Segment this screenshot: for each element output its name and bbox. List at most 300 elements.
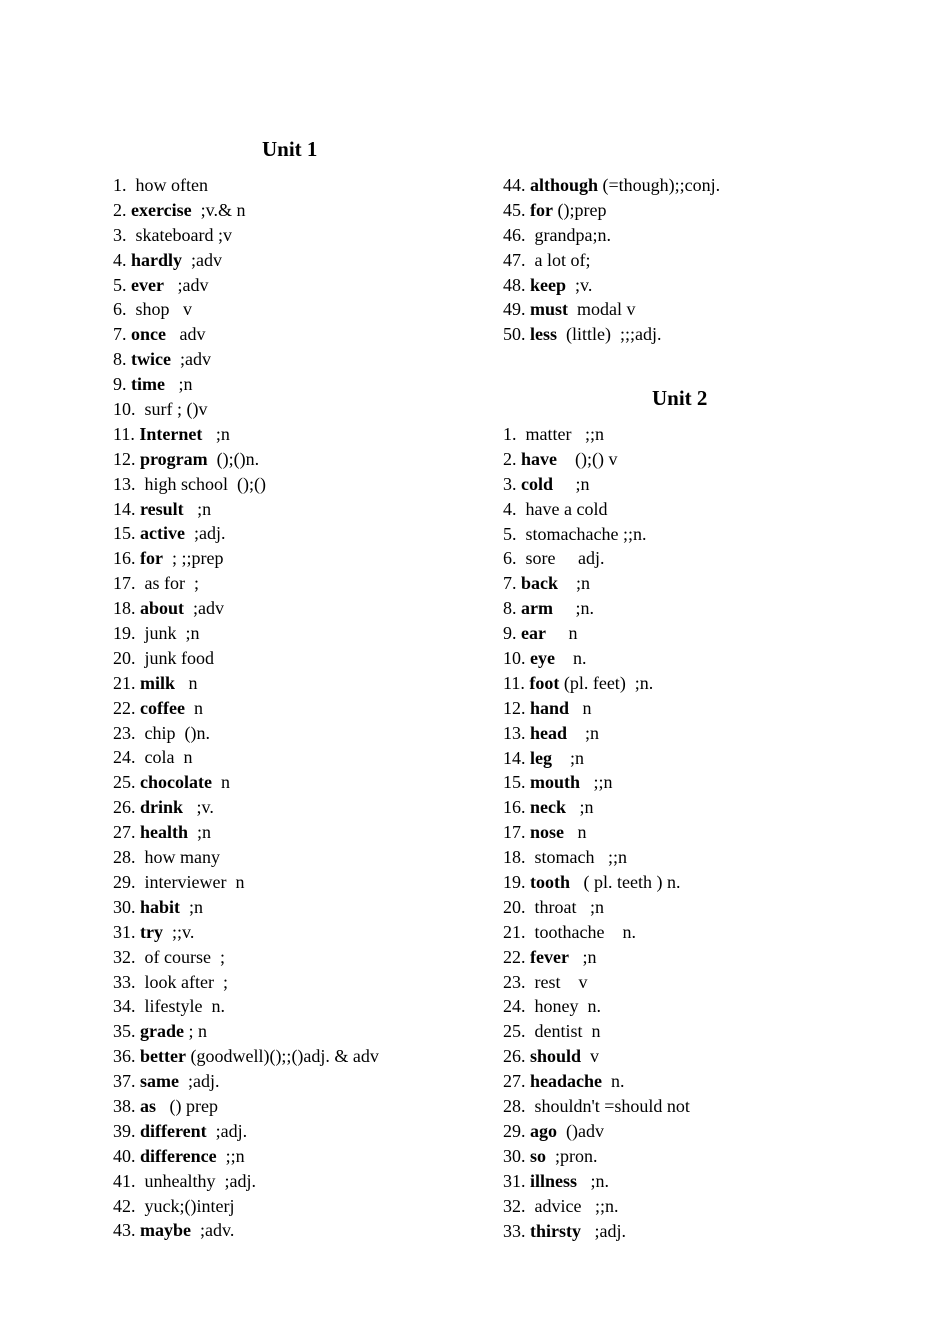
- vocab-entry: [113, 1144, 379, 1169]
- entry-number: 48.: [503, 274, 526, 295]
- entry-headword: so: [530, 1145, 547, 1166]
- entry-headword: foot: [529, 672, 560, 693]
- entry-definition: stomachache ;;n.: [521, 523, 647, 544]
- entry-number: 6.: [503, 548, 517, 569]
- entry-headword: once: [131, 324, 166, 345]
- entry-definition: interviewer n: [140, 871, 245, 892]
- entry-number: 11.: [503, 672, 525, 693]
- entry-number: 45.: [503, 199, 526, 220]
- entry-definition: ;adv: [163, 274, 209, 295]
- vocab-entry: [113, 770, 379, 795]
- vocab-entry: [503, 795, 690, 820]
- vocab-entry: [503, 621, 690, 646]
- vocab-entry: [503, 1044, 690, 1069]
- entry-headword: chocolate: [140, 772, 212, 793]
- entry-definition: unhealthy ;adj.: [140, 1170, 256, 1191]
- vocab-entry: [503, 1119, 690, 1144]
- vocab-entry: [503, 1144, 690, 1169]
- entry-definition: ;n: [553, 473, 590, 494]
- vocab-entry: [113, 422, 379, 447]
- entry-number: 20.: [503, 896, 526, 917]
- entry-headword: mouth: [530, 772, 581, 793]
- entry-number: 47.: [503, 249, 526, 270]
- vocab-entry: [113, 248, 379, 273]
- entry-number: 10.: [503, 648, 526, 669]
- entry-definition: n: [569, 697, 592, 718]
- entry-definition: yuck;()interj: [140, 1195, 235, 1216]
- entry-number: 26.: [113, 797, 136, 818]
- entry-definition: have a cold: [521, 498, 608, 519]
- entry-definition: throat ;n: [530, 896, 604, 917]
- entry-number: 19.: [503, 872, 526, 893]
- vocab-entry: [503, 1194, 690, 1219]
- entry-number: 13.: [113, 473, 136, 494]
- vocab-entry: [113, 1094, 379, 1119]
- entry-definition: n: [184, 697, 203, 718]
- entry-headword: difference: [140, 1145, 217, 1166]
- entry-number: 8.: [503, 598, 517, 619]
- entry-definition: ;adj.: [179, 1071, 220, 1092]
- entry-number: 5.: [113, 274, 127, 295]
- vocab-entry: [113, 447, 379, 472]
- entry-definition: ;n: [164, 374, 193, 395]
- entry-definition: sore adj.: [521, 548, 605, 569]
- entry-headword: try: [140, 921, 163, 942]
- entry-definition: a lot of;: [530, 249, 591, 270]
- entry-number: 9.: [113, 374, 127, 395]
- entry-definition: n: [175, 672, 198, 693]
- entry-number: 1.: [503, 424, 517, 444]
- entry-headword: ever: [131, 274, 164, 295]
- entry-headword: result: [140, 498, 184, 519]
- entry-number: 2.: [113, 199, 127, 220]
- entry-definition: ;v.& n: [191, 199, 246, 220]
- entry-definition: grandpa;n.: [530, 224, 611, 245]
- entry-headword: have: [521, 448, 557, 469]
- entry-headword: as: [140, 1095, 157, 1116]
- entry-definition: n.: [554, 648, 587, 669]
- entry-number: 38.: [113, 1095, 136, 1116]
- vocab-entry: [113, 1119, 379, 1144]
- entry-number: 6.: [113, 299, 127, 320]
- entry-number: 34.: [113, 996, 136, 1017]
- vocab-entry: [113, 521, 379, 546]
- entry-definition: ;n: [566, 797, 594, 818]
- entry-definition: dentist n: [530, 1021, 601, 1042]
- entry-number: 23.: [503, 971, 526, 992]
- vocab-entry: [503, 845, 690, 870]
- vocab-entry: [113, 397, 379, 422]
- entry-definition: rest v: [530, 971, 588, 992]
- entry-definition: (little) ;;;adj.: [557, 324, 662, 345]
- entry-number: 12.: [113, 448, 136, 469]
- vocab-entry: [503, 248, 720, 273]
- entry-headword: program: [140, 448, 208, 469]
- vocab-entry: [113, 621, 379, 646]
- entry-definition: ()adv: [557, 1120, 604, 1141]
- vocab-entry: [113, 1218, 379, 1243]
- entry-number: 32.: [503, 1195, 526, 1216]
- entry-number: 7.: [113, 324, 127, 345]
- entry-definition: ;n: [567, 722, 600, 743]
- entry-headword: habit: [140, 896, 181, 917]
- entry-headword: twice: [131, 349, 171, 370]
- entry-headword: drink: [140, 797, 184, 818]
- entry-number: 15.: [503, 772, 526, 793]
- entry-headword: time: [131, 374, 165, 395]
- vocab-entry: [113, 970, 379, 995]
- entry-definition: shouldn't =should not: [530, 1096, 690, 1117]
- vocab-entry: [503, 870, 690, 895]
- entry-definition: skateboard ;v: [131, 224, 232, 245]
- vocab-entry: [503, 646, 690, 671]
- entry-number: 18.: [113, 598, 136, 619]
- vocab-entry: [503, 297, 720, 322]
- vocab-entry: [113, 920, 379, 945]
- entry-number: 21.: [113, 672, 136, 693]
- entry-definition: n: [545, 623, 578, 644]
- entry-headword: keep: [530, 274, 566, 295]
- vocab-entry: [503, 895, 690, 920]
- vocab-entry: [113, 546, 379, 571]
- entry-headword: active: [140, 523, 185, 544]
- entry-definition: junk food: [140, 647, 214, 668]
- vocab-entry: [113, 472, 379, 497]
- entry-headword: about: [140, 598, 185, 619]
- entry-definition: as for ;: [140, 573, 199, 594]
- unit1-vocab-list-continued: [503, 173, 720, 347]
- vocab-entry: [503, 994, 690, 1019]
- vocab-entry: [113, 845, 379, 870]
- entry-definition: high school ();(): [140, 473, 266, 494]
- vocab-entry: [503, 571, 690, 596]
- vocab-entry: [503, 273, 720, 298]
- entry-definition: ;n: [558, 573, 591, 594]
- entry-definition: ;adv: [184, 598, 225, 619]
- entry-number: 16.: [503, 797, 526, 818]
- entry-headword: should: [530, 1046, 582, 1067]
- entry-number: 10.: [113, 399, 136, 420]
- entry-number: 28.: [503, 1096, 526, 1117]
- entry-number: 46.: [503, 224, 526, 245]
- entry-definition: ();()n.: [207, 448, 260, 469]
- vocab-entry: [503, 497, 690, 522]
- entry-definition: advice ;;n.: [530, 1195, 619, 1216]
- entry-number: 24.: [113, 747, 136, 768]
- entry-number: 13.: [503, 722, 526, 743]
- entry-number: 22.: [503, 946, 526, 967]
- entry-definition: ;n: [568, 946, 597, 967]
- vocab-entry: [113, 273, 379, 298]
- entry-number: 35.: [113, 1021, 136, 1042]
- vocab-entry: [113, 1069, 379, 1094]
- entry-definition: ; ;;prep: [162, 548, 224, 569]
- vocab-entry: [113, 497, 379, 522]
- entry-number: 14.: [113, 498, 136, 519]
- entry-definition: ;;n: [580, 772, 613, 793]
- entry-definition: chip ()n.: [140, 722, 210, 743]
- entry-number: 16.: [113, 548, 136, 569]
- entry-definition: shop v: [131, 299, 193, 320]
- entry-number: 4.: [113, 249, 127, 270]
- unit1-title: Unit 1: [262, 137, 318, 161]
- entry-number: 27.: [113, 822, 136, 843]
- entry-number: 3.: [113, 224, 127, 245]
- entry-definition: n: [211, 772, 230, 793]
- vocab-entry: [503, 522, 690, 547]
- entry-headword: illness: [530, 1170, 578, 1191]
- entry-headword: thirsty: [530, 1220, 581, 1241]
- vocab-entry: [503, 546, 690, 571]
- entry-number: 8.: [113, 349, 127, 370]
- entry-headword: grade: [140, 1021, 184, 1042]
- entry-headword: coffee: [140, 697, 185, 718]
- vocab-entry: [113, 671, 379, 696]
- vocab-entry: [503, 1219, 690, 1244]
- entry-headword: same: [140, 1071, 179, 1092]
- vocab-entry: [503, 920, 690, 945]
- entry-headword: headache: [530, 1071, 602, 1092]
- entry-definition: ;v.: [566, 274, 593, 295]
- vocab-entry: [113, 820, 379, 845]
- entry-definition: ;n: [552, 747, 585, 768]
- vocab-entry: [503, 596, 690, 621]
- entry-headword: leg: [530, 747, 552, 768]
- entry-number: 30.: [503, 1145, 526, 1166]
- entry-headword: for: [140, 548, 163, 569]
- entry-definition: ;adj.: [184, 523, 226, 544]
- vocab-entry: [113, 945, 379, 970]
- entry-definition: ;n.: [577, 1170, 610, 1191]
- entry-headword: health: [140, 822, 189, 843]
- entry-number: 17.: [503, 822, 526, 843]
- vocab-entry: [503, 1069, 690, 1094]
- vocab-entry: [503, 820, 690, 845]
- entry-number: 30.: [113, 896, 136, 917]
- entry-number: 21.: [503, 921, 526, 942]
- entry-definition: how often: [131, 175, 208, 195]
- entry-definition: ;v.: [183, 797, 214, 818]
- entry-headword: eye: [530, 648, 555, 669]
- vocab-entry: [113, 895, 379, 920]
- entry-number: 25.: [503, 1021, 526, 1042]
- entry-number: 12.: [503, 697, 526, 718]
- entry-definition: ();() v: [557, 448, 618, 469]
- entry-number: 20.: [113, 647, 136, 668]
- entry-headword: head: [530, 722, 568, 743]
- entry-number: 44.: [503, 175, 526, 195]
- entry-number: 5.: [503, 523, 517, 544]
- vocab-entry: [113, 1019, 379, 1044]
- entry-headword: must: [530, 299, 569, 320]
- vocab-entry: [503, 472, 690, 497]
- entry-headword: neck: [530, 797, 566, 818]
- entry-definition: ;n: [188, 822, 212, 843]
- entry-headword: cold: [521, 473, 554, 494]
- vocab-entry: [503, 696, 690, 721]
- vocab-entry: [503, 770, 690, 795]
- entry-number: 29.: [113, 871, 136, 892]
- entry-number: 36.: [113, 1046, 136, 1067]
- unit2-vocab-list: [503, 422, 690, 1243]
- entry-headword: hardly: [131, 249, 183, 270]
- entry-headword: for: [530, 199, 553, 220]
- entry-number: 17.: [113, 573, 136, 594]
- entry-headword: hand: [530, 697, 570, 718]
- entry-definition: ;n: [202, 423, 230, 444]
- entry-number: 50.: [503, 324, 526, 345]
- entry-definition: (=though);;conj.: [598, 175, 721, 195]
- entry-number: 18.: [503, 847, 526, 868]
- entry-number: 2.: [503, 448, 517, 469]
- entry-definition: how many: [140, 847, 220, 868]
- entry-number: 32.: [113, 946, 136, 967]
- entry-number: 24.: [503, 996, 526, 1017]
- entry-headword: less: [530, 324, 557, 345]
- vocab-entry: [503, 970, 690, 995]
- entry-headword: arm: [521, 598, 553, 619]
- vocab-entry: [113, 696, 379, 721]
- vocab-entry: [503, 223, 720, 248]
- entry-number: 28.: [113, 847, 136, 868]
- entry-number: 42.: [113, 1195, 136, 1216]
- entry-number: 19.: [113, 623, 136, 644]
- entry-headword: maybe: [140, 1220, 191, 1241]
- entry-definition: ;adj.: [206, 1120, 248, 1141]
- vocab-entry: [113, 571, 379, 596]
- entry-definition: ;adv: [182, 249, 223, 270]
- entry-definition: ;n.: [552, 598, 594, 619]
- entry-number: 15.: [113, 523, 136, 544]
- entry-headword: different: [140, 1120, 207, 1141]
- vocab-entry: [503, 422, 690, 447]
- entry-definition: n.: [602, 1071, 625, 1092]
- entry-definition: stomach ;;n: [530, 847, 627, 868]
- entry-definition: toothache n.: [530, 921, 636, 942]
- entry-number: 43.: [113, 1220, 136, 1241]
- entry-number: 26.: [503, 1046, 526, 1067]
- entry-definition: v: [581, 1046, 600, 1067]
- entry-headword: ear: [521, 623, 546, 644]
- entry-number: 41.: [113, 1170, 136, 1191]
- vocab-entry: [113, 870, 379, 895]
- vocab-entry: [503, 746, 690, 771]
- entry-number: 22.: [113, 697, 136, 718]
- entry-headword: ago: [530, 1120, 557, 1141]
- vocab-entry: [113, 347, 379, 372]
- entry-definition: honey n.: [530, 996, 601, 1017]
- entry-number: 7.: [503, 573, 517, 594]
- vocab-entry: [503, 945, 690, 970]
- entry-definition: modal v: [568, 299, 636, 320]
- vocab-entry: [113, 646, 379, 671]
- entry-definition: ;adv.: [191, 1220, 235, 1241]
- entry-number: 33.: [503, 1220, 526, 1241]
- entry-headword: fever: [530, 946, 569, 967]
- vocab-entry: [113, 1169, 379, 1194]
- entry-definition: () prep: [156, 1095, 218, 1116]
- entry-headword: tooth: [530, 872, 570, 893]
- entry-number: 3.: [503, 473, 517, 494]
- entry-headword: better: [140, 1046, 186, 1067]
- entry-number: 40.: [113, 1145, 136, 1166]
- vocab-entry: [113, 745, 379, 770]
- entry-headword: milk: [140, 672, 176, 693]
- vocab-entry: [113, 596, 379, 621]
- vocab-entry: [113, 322, 379, 347]
- vocab-entry: [503, 447, 690, 472]
- entry-definition: ;;v.: [162, 921, 195, 942]
- entry-headword: back: [521, 573, 559, 594]
- entry-headword: Internet: [139, 423, 203, 444]
- entry-definition: matter ;;n: [521, 424, 604, 444]
- entry-definition: ( pl. teeth ) n.: [570, 872, 681, 893]
- entry-definition: cola n: [140, 747, 193, 768]
- entry-number: 29.: [503, 1120, 526, 1141]
- vocab-entry: [503, 198, 720, 223]
- vocab-entry: [113, 1044, 379, 1069]
- entry-headword: although: [530, 175, 599, 195]
- entry-definition: ();prep: [552, 199, 607, 220]
- entry-definition: (pl. feet) ;n.: [559, 672, 654, 693]
- vocab-entry: [503, 671, 690, 696]
- entry-definition: ;adj.: [581, 1220, 626, 1241]
- vocab-entry: [503, 1019, 690, 1044]
- entry-number: 1.: [113, 175, 127, 195]
- entry-definition: look after ;: [140, 971, 228, 992]
- entry-number: 27.: [503, 1071, 526, 1092]
- entry-number: 23.: [113, 722, 136, 743]
- entry-number: 39.: [113, 1120, 136, 1141]
- entry-number: 4.: [503, 498, 517, 519]
- entry-definition: junk ;n: [140, 623, 200, 644]
- vocab-entry: [113, 795, 379, 820]
- entry-number: 49.: [503, 299, 526, 320]
- vocab-entry: [113, 721, 379, 746]
- vocab-entry: [113, 372, 379, 397]
- vocab-entry: [113, 223, 379, 248]
- entry-definition: of course ;: [140, 946, 225, 967]
- entry-definition: ;pron.: [546, 1145, 598, 1166]
- entry-number: 14.: [503, 747, 526, 768]
- entry-headword: exercise: [131, 199, 192, 220]
- entry-definition: surf ; ()v: [140, 399, 208, 420]
- vocab-entry: [113, 297, 379, 322]
- entry-number: 25.: [113, 772, 136, 793]
- vocab-entry: [113, 994, 379, 1019]
- vocab-entry: [503, 721, 690, 746]
- vocab-entry: [113, 198, 379, 223]
- unit2-title: Unit 2: [652, 386, 708, 410]
- entry-number: 31.: [503, 1170, 526, 1191]
- entry-definition: n: [564, 822, 587, 843]
- entry-definition: ;adv: [170, 349, 211, 370]
- entry-definition: ;n: [183, 498, 212, 519]
- entry-definition: ;n: [180, 896, 204, 917]
- vocab-entry: [503, 1169, 690, 1194]
- entry-number: 37.: [113, 1071, 136, 1092]
- entry-number: 9.: [503, 623, 517, 644]
- entry-definition: (goodwell)();;()adj. & adv: [185, 1046, 379, 1067]
- entry-headword: nose: [530, 822, 565, 843]
- entry-number: 11.: [113, 423, 135, 444]
- entry-definition: ; n: [184, 1021, 208, 1042]
- vocab-entry: [503, 322, 720, 347]
- entry-number: 31.: [113, 921, 136, 942]
- vocab-entry: [113, 1194, 379, 1219]
- vocab-entry: [503, 1094, 690, 1119]
- entry-number: 33.: [113, 971, 136, 992]
